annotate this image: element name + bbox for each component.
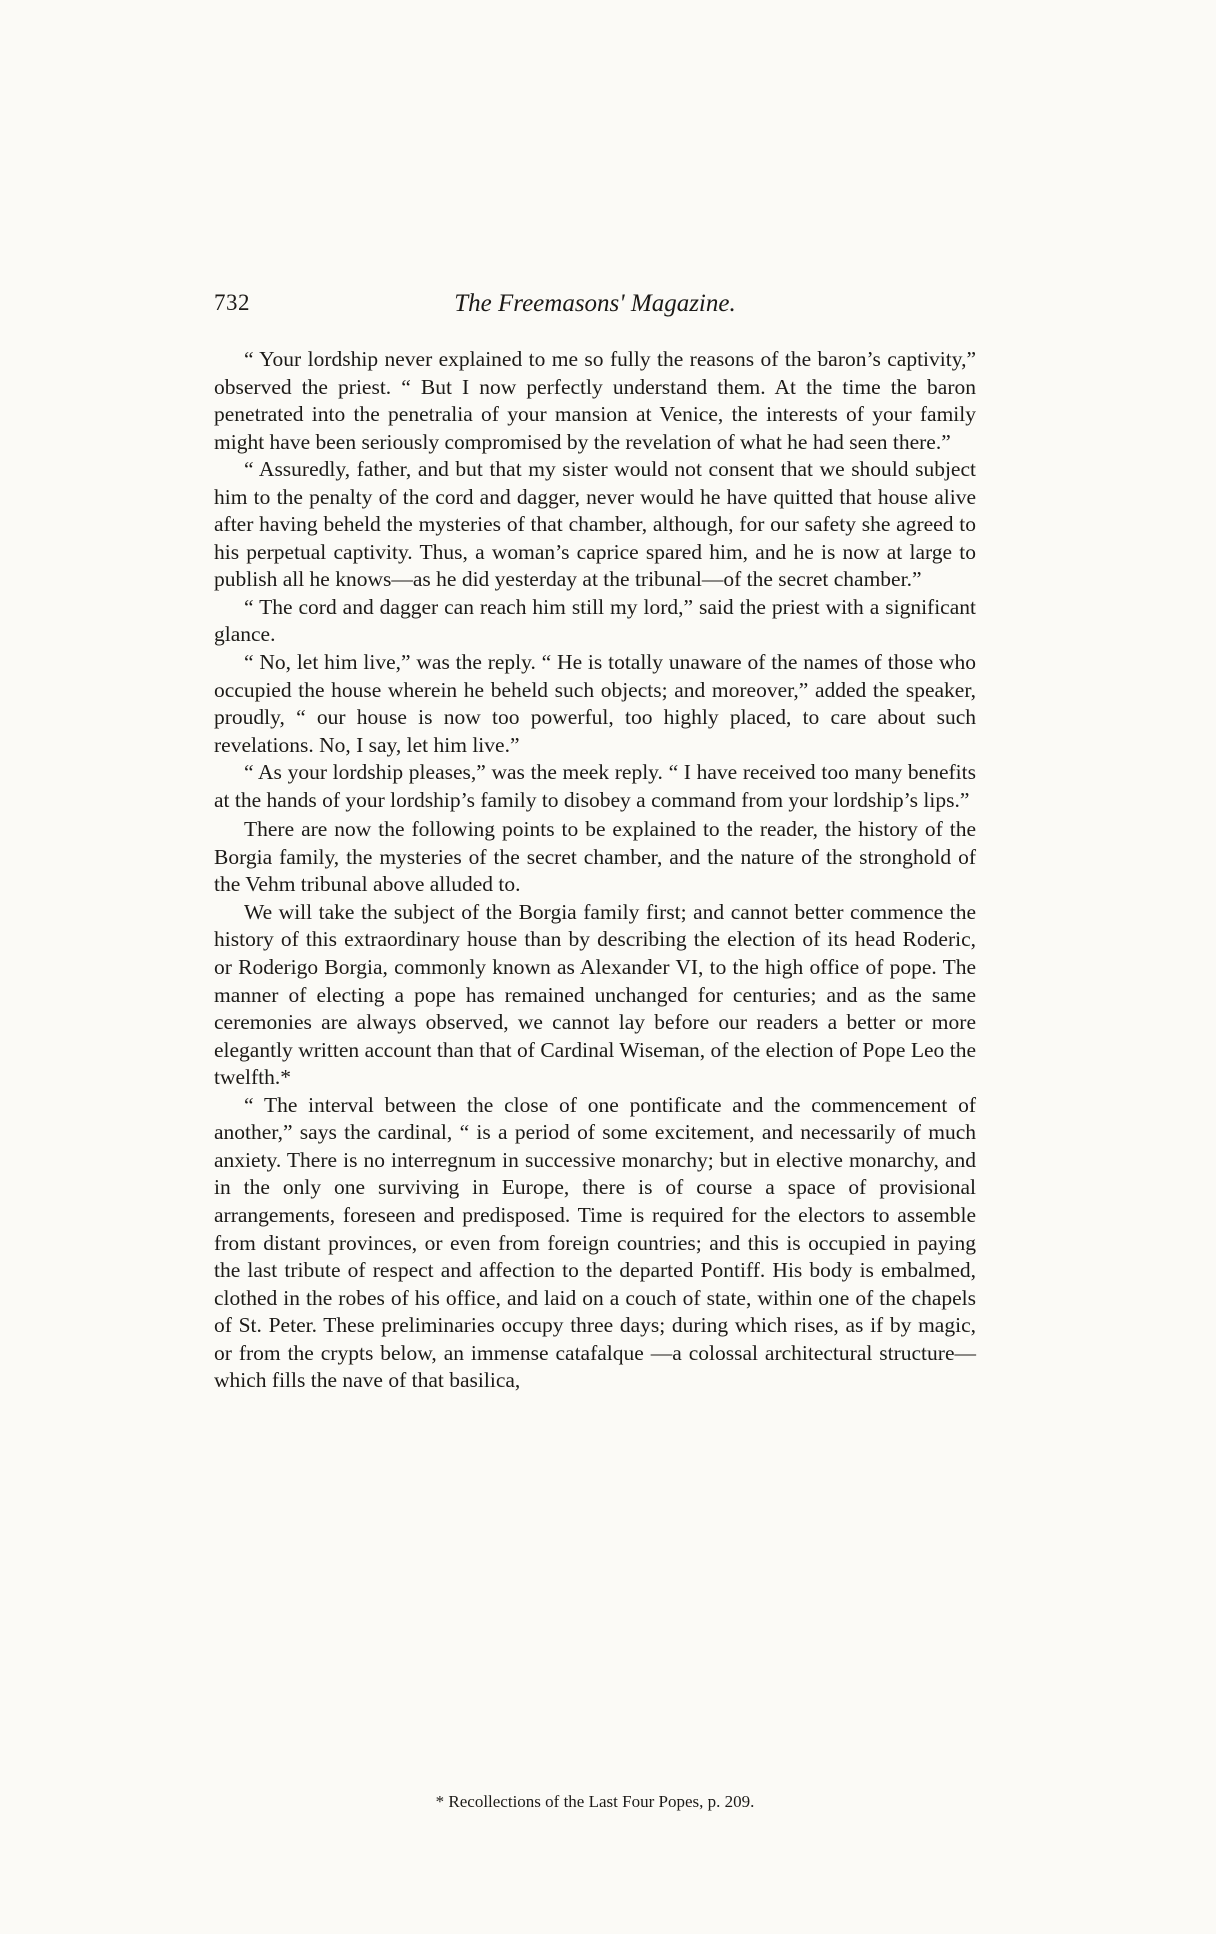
paragraph: “ The interval between the close of one pontificate and the commencement of another,” says the cardinal, “ is a period of some excitement, and necessarily of much anxiety. There is no interregnum in successive monarchy; but in elective monarchy, and in the only one surviving in Europe, there is of course a space of provisional arrangements, foreseen and predisposed. Time is required for the electors to assemble from distant provinces, or even from foreign countries; and this is occupied in paying the last tribute of respect and affection to the departed Pontiff. His body is embalmed, clothed in the robes of his office, and laid on a couch of state, within one of the chapels of St. Peter. These preliminaries occupy three days; during which rises, as if by magic, or from the crypts below, an immense catafalque —a colossal architectural structure—which fills the nave of that basilica, — [214, 1092, 976, 1393]
running-title: The Freemasons' Magazine. — [454, 290, 736, 317]
paragraph: “ No, let him live,” was the reply. “ He is totally unaware of the names of those who occupied the house wherein he beheld such objects; and moreover,” added the speaker, proudly, “ our house is now too powerful, too highly placed, to care about such revelations. No, I say, let him live.” — [214, 650, 976, 757]
footnote: * Recollections of the Last Four Popes, p. 209. — [435, 1792, 755, 1811]
page-number: 732 — [214, 290, 250, 315]
paragraph: “ The cord and dagger can reach him still my lord,” said the priest with a significant glance. — [214, 594, 976, 647]
page-header — [214, 290, 976, 330]
paragraph: There are now the following points to be explained to the reader, the history of the Borgia family, the mysteries of the secret chamber, and the nature of the stronghold of the Vehm tribunal above alluded to. — [214, 817, 976, 897]
paragraph: We will take the subject of the Borgia family first; and cannot better commence the history of this extraordinary house than by describing the election of its head Roderic, or Roderigo Borgia, commonly known as Alexander VI, to the high office of pope. The manner of electing a pope has remained unchanged for centuries; and as the same ceremonies are always observed, we cannot lay before our readers a better or more elegantly written account than that of Cardinal Wiseman, of the election of Pope Leo the twelfth.* — [214, 899, 976, 1090]
paragraph: “ Assuredly, father, and but that my sister would not consent that we should subject him to the penalty of the cord and dagger, never would he have quitted that house alive after having beheld the mysteries of that chamber, although, for our safety she agreed to his perpetual captivity. Thus, a woman’s caprice spared him, and he is now at large to publish all he knows—as he did yesterday at the tribunal—of the secret chamber.” — [214, 457, 976, 592]
paragraph: “ As your lordship pleases,” was the meek reply. “ I have received too many benefits at the hands of your lordship’s family to disobey a command from your lordship’s lips.” — [214, 760, 976, 812]
paragraph: “ Your lordship never explained to me so fully the reasons of the baron’s captivity,” observed the priest. “ But I now perfectly understand them. At the time the baron penetrated into the penetralia of your mansion at Venice, the interests of your family might have been seriously compromised by the revelation of what he had seen there.” — [214, 347, 976, 454]
article-body — [214, 346, 976, 1395]
